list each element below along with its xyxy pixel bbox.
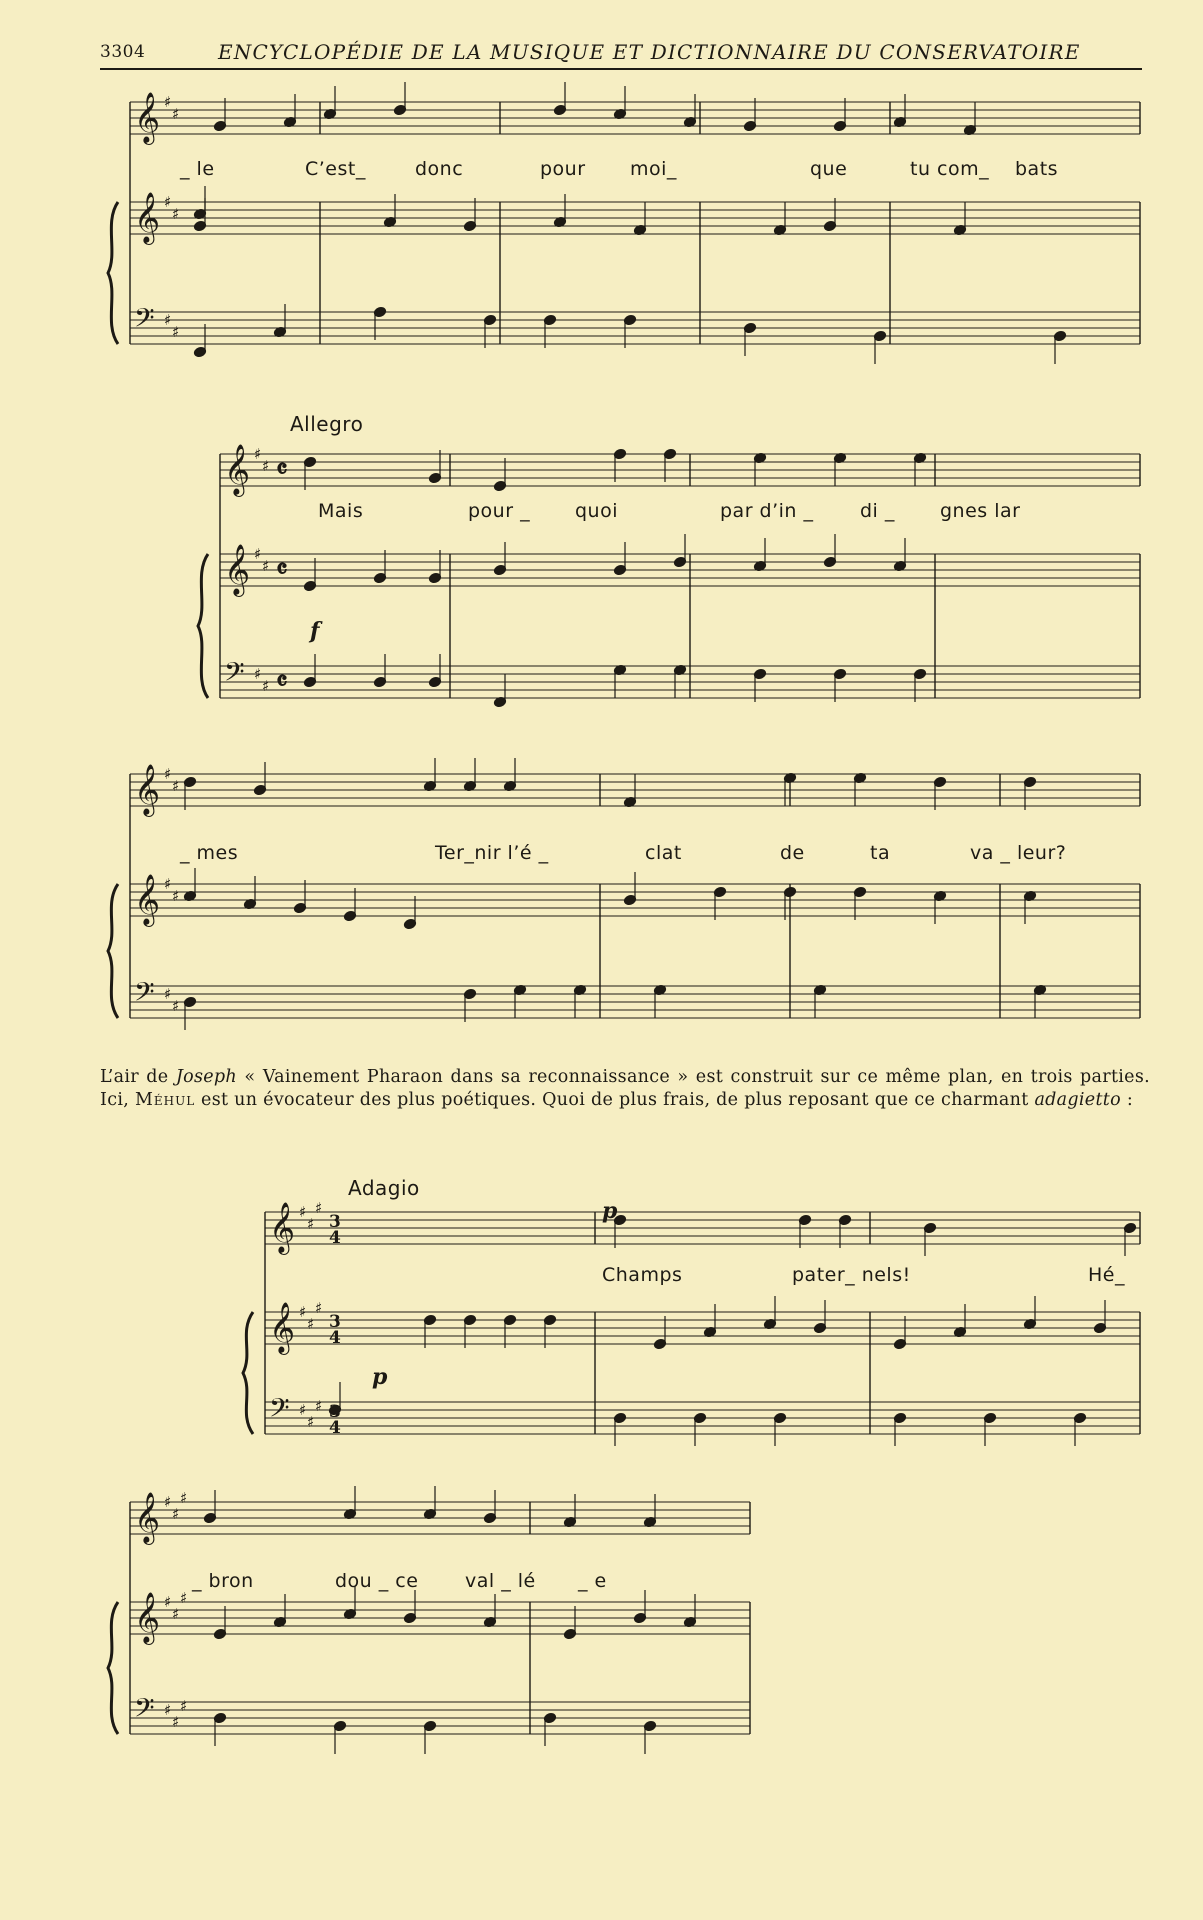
key-sharp-icon: ♯: [315, 1199, 323, 1217]
key-sharp-icon: ♯: [172, 777, 180, 795]
key-sharp-icon: ♯: [164, 193, 172, 211]
key-sharp-icon: ♯: [307, 1315, 315, 1333]
lyric-syllable: bats: [1015, 158, 1059, 180]
score-system-3-staves: [100, 760, 1150, 1060]
paragraph-text: est un évocateur des plus poétiques. Quoi de plus frais, de plus reposant que ce charmant: [195, 1090, 1035, 1110]
key-sharp-icon: ♯: [164, 1701, 172, 1719]
work-title: Joseph: [175, 1067, 238, 1087]
treble-clef-icon: 𝄞: [134, 1592, 161, 1643]
key-sharp-icon: ♯: [164, 875, 172, 893]
lyric-syllable: clat: [645, 842, 682, 864]
lyric-syllable: va _ leur?: [970, 842, 1067, 864]
treble-clef-icon: 𝄞: [134, 92, 161, 143]
key-sharp-icon: ♯: [315, 1397, 323, 1415]
lyrics-line-3: [100, 842, 1150, 868]
bass-clef-icon: 𝄢: [224, 656, 245, 694]
treble-clef-icon: 𝄞: [224, 444, 251, 495]
key-sharp-icon: ♯: [172, 1713, 180, 1731]
lyric-syllable: Hé_: [1088, 1264, 1125, 1286]
key-sharp-icon: ♯: [172, 1505, 180, 1523]
lyric-syllable: _ le: [180, 158, 215, 180]
lyric-syllable: ta: [870, 842, 891, 864]
key-sharp-icon: ♯: [180, 1489, 188, 1507]
time-signature-top: 3: [329, 1212, 341, 1232]
piano-brace: [108, 1602, 118, 1734]
key-sharp-icon: ♯: [172, 205, 180, 223]
key-sharp-icon: ♯: [180, 1697, 188, 1715]
dynamic-marking-piano: p: [372, 1364, 388, 1390]
lyric-syllable: tu com_: [910, 158, 990, 180]
score-system-1-staves: [100, 86, 1150, 376]
composer-name: Méhul: [134, 1090, 196, 1110]
score-system-1: [100, 86, 1150, 376]
treble-clef-icon: 𝄞: [224, 544, 251, 595]
key-sharp-icon: ♯: [164, 1493, 172, 1511]
lyric-syllable: C’est_: [305, 158, 366, 180]
score-system-5-staves: [110, 1488, 760, 1788]
key-sharp-icon: ♯: [164, 311, 172, 329]
lyric-syllable: gnes lar: [940, 500, 1021, 522]
key-sharp-icon: ♯: [262, 557, 270, 575]
score-system-3: [100, 760, 1150, 1060]
treble-clef-icon: 𝄞: [134, 1492, 161, 1543]
key-sharp-icon: ♯: [254, 545, 262, 563]
lyric-syllable: val _ lé: [465, 1570, 536, 1592]
lyric-syllable: par d’in _: [720, 500, 814, 522]
dynamic-marking: f: [310, 618, 320, 644]
score-system-2: [200, 410, 1150, 720]
bass-clef-icon: 𝄢: [134, 976, 155, 1014]
lyrics-line-4: [240, 1264, 1150, 1290]
header-rule: [100, 68, 1142, 70]
key-sharp-icon: ♯: [172, 105, 180, 123]
common-time-icon: 𝄴: [276, 555, 288, 585]
lyric-syllable: de: [780, 842, 805, 864]
lyric-syllable: pour: [540, 158, 586, 180]
time-signature-bottom: 4: [329, 1418, 341, 1438]
lyric-syllable: _ bron: [192, 1570, 254, 1592]
lyric-syllable: que: [810, 158, 848, 180]
bass-clef-icon: 𝄢: [134, 1692, 155, 1730]
lyric-syllable: quoi: [575, 500, 619, 522]
lyric-syllable: _ mes: [180, 842, 239, 864]
lyric-syllable: Champs: [602, 1264, 683, 1286]
treble-clef-icon: 𝄞: [134, 874, 161, 925]
key-sharp-icon: ♯: [164, 93, 172, 111]
lyric-syllable: di _: [860, 500, 895, 522]
piano-brace: [198, 554, 208, 698]
lyric-syllable: Mais: [318, 500, 364, 522]
page-header: [100, 40, 1150, 70]
lyric-syllable: Ter_nir l’é _: [435, 842, 549, 864]
tempo-term: adagietto: [1034, 1090, 1121, 1110]
lyrics-line-1: [100, 158, 1150, 184]
lyric-syllable: pater_ nels!: [792, 1264, 911, 1286]
lyric-syllable: _ e: [578, 1570, 607, 1592]
score-system-2-staves: [200, 410, 1150, 720]
key-sharp-icon: ♯: [299, 1203, 307, 1221]
key-sharp-icon: ♯: [172, 1605, 180, 1623]
treble-clef-icon: 𝄞: [269, 1302, 296, 1353]
lyric-syllable: pour _: [468, 500, 531, 522]
common-time-icon: 𝄴: [276, 455, 288, 485]
dynamic-marking-voice: p: [602, 1198, 618, 1224]
page-number: 3304: [100, 42, 146, 62]
common-time-icon: 𝄴: [276, 667, 288, 697]
time-signature-bottom: 4: [329, 1328, 341, 1348]
piano-brace: [243, 1312, 253, 1434]
key-sharp-icon: ♯: [172, 997, 180, 1015]
paragraph-text: :: [1120, 1090, 1134, 1110]
key-sharp-icon: ♯: [172, 887, 180, 905]
lyric-syllable: donc: [415, 158, 464, 180]
treble-clef-icon: 𝄞: [269, 1202, 296, 1253]
piano-brace: [108, 884, 118, 1018]
key-sharp-icon: ♯: [172, 323, 180, 341]
tempo-marking: Adagio: [348, 1176, 420, 1200]
lyrics-line-2: [200, 500, 1150, 526]
treble-clef-icon: 𝄞: [134, 192, 161, 243]
bass-clef-icon: 𝄢: [269, 1392, 290, 1430]
key-sharp-icon: ♯: [315, 1299, 323, 1317]
time-signature-bottom: 4: [329, 1228, 341, 1248]
score-system-5: [110, 1488, 760, 1788]
key-sharp-icon: ♯: [180, 1589, 188, 1607]
lyric-syllable: moi_: [630, 158, 677, 180]
body-paragraph: [100, 1066, 1150, 1112]
key-sharp-icon: ♯: [254, 445, 262, 463]
key-sharp-icon: ♯: [307, 1413, 315, 1431]
key-sharp-icon: ♯: [299, 1303, 307, 1321]
bass-clef-icon: 𝄢: [134, 302, 155, 340]
key-sharp-icon: ♯: [307, 1215, 315, 1233]
piano-brace: [108, 202, 118, 344]
tempo-marking: Allegro: [290, 412, 364, 436]
lyric-syllable: dou _ ce: [335, 1570, 419, 1592]
key-sharp-icon: ♯: [254, 665, 262, 683]
paragraph-text: L’air de: [100, 1067, 176, 1087]
score-system-4: [240, 1176, 1150, 1466]
key-sharp-icon: ♯: [262, 677, 270, 695]
key-sharp-icon: ♯: [299, 1401, 307, 1419]
time-signature-top: 3: [329, 1312, 341, 1332]
running-title: ENCYCLOPÉDIE DE LA MUSIQUE ET DICTIONNAIRE DU CONSERVATOIRE: [218, 40, 1081, 64]
treble-clef-icon: 𝄞: [134, 764, 161, 815]
lyrics-line-5: [110, 1570, 760, 1596]
key-sharp-icon: ♯: [164, 765, 172, 783]
key-sharp-icon: ♯: [164, 985, 172, 1003]
paragraph-text: « Vainement Pharaon dans sa reconnaissance » est construit sur ce même plan, en trois parties. Ici,: [100, 1067, 1150, 1110]
key-sharp-icon: ♯: [164, 1593, 172, 1611]
key-sharp-icon: ♯: [262, 457, 270, 475]
score-system-4-staves: [240, 1176, 1150, 1466]
